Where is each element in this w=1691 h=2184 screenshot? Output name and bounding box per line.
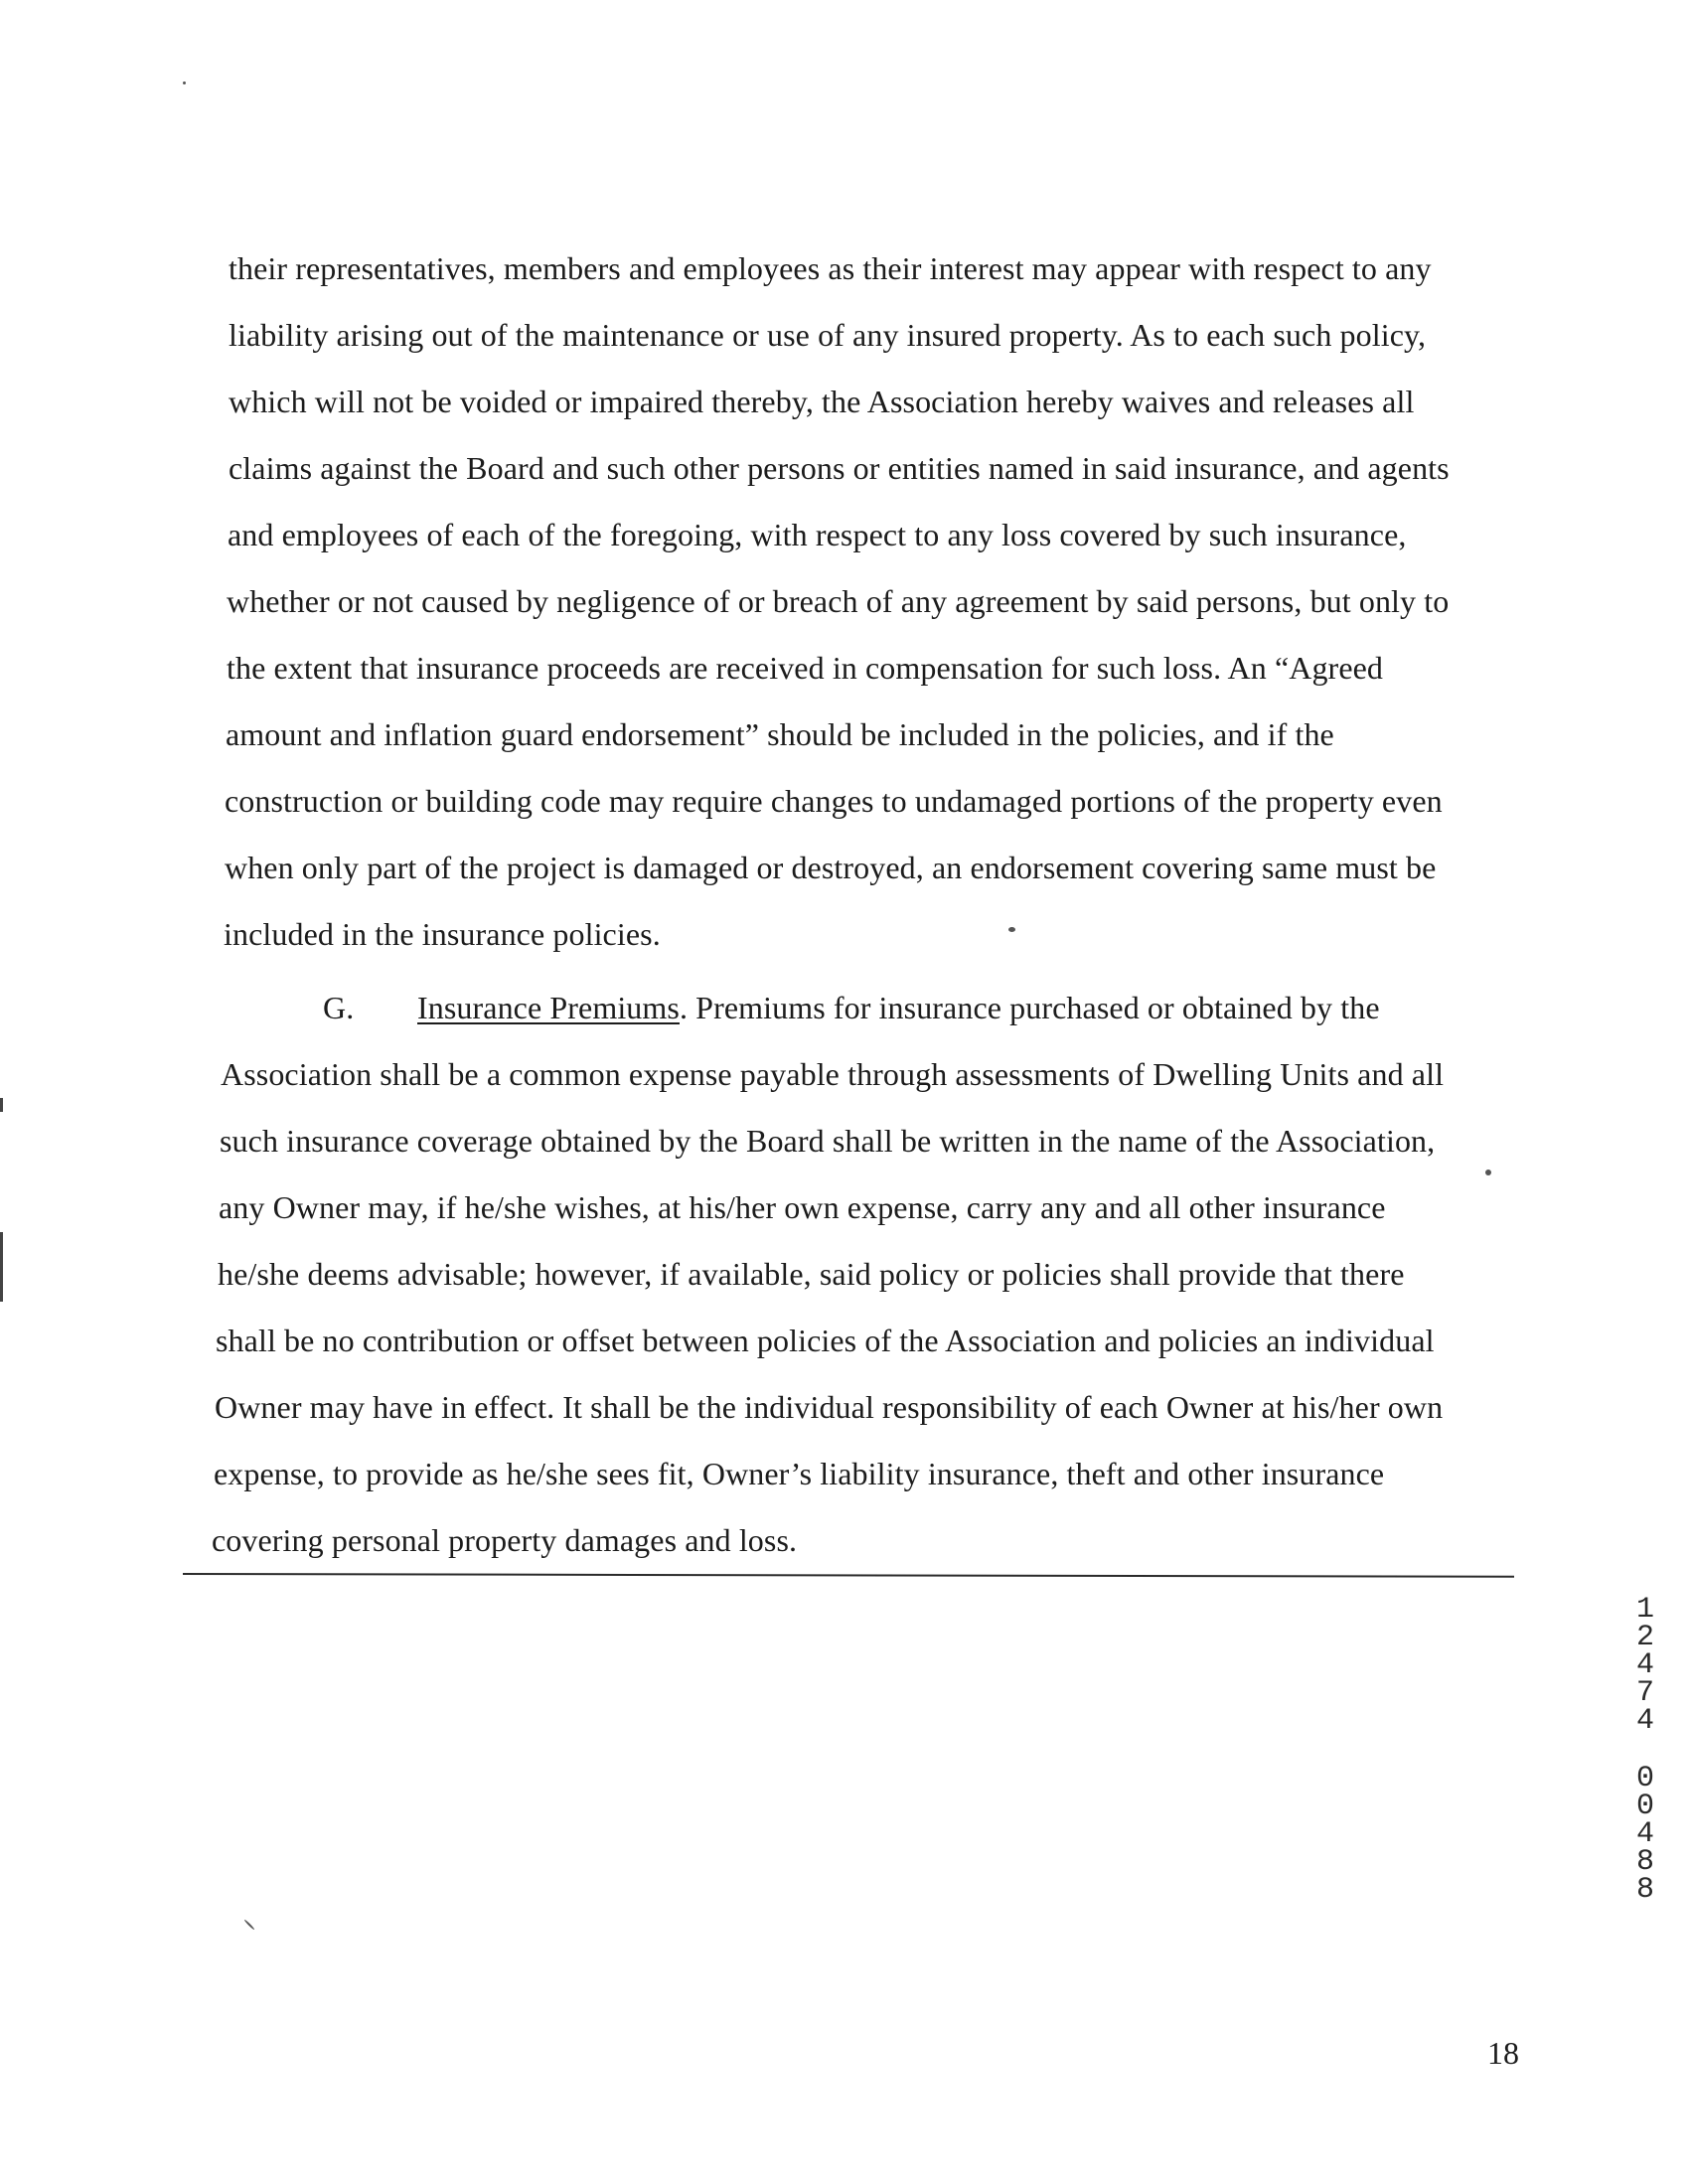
paragraph-line: shall be no contribution or offset between policies of the Association and policies an individual bbox=[216, 1323, 1435, 1358]
paragraph-line: included in the insurance policies. bbox=[224, 916, 661, 952]
scan-edge-mark bbox=[0, 1232, 3, 1302]
paragraph-line: when only part of the project is damaged or destroyed, an endorsement covering same must be bbox=[225, 850, 1437, 885]
scan-edge-mark bbox=[0, 1098, 3, 1112]
stamp-gap bbox=[1627, 1735, 1663, 1765]
section-divider-rule bbox=[183, 1573, 1514, 1578]
stamp-digit: 4 bbox=[1635, 1648, 1654, 1682]
paragraph-line: construction or building code may require changes to undamaged portions of the property even bbox=[225, 783, 1443, 819]
stamp-digit: 4 bbox=[1635, 1704, 1654, 1738]
paragraph-line: covering personal property damages and loss. bbox=[212, 1522, 798, 1558]
section-g-label: G. bbox=[323, 990, 355, 1025]
stamp-digit: 8 bbox=[1635, 1873, 1654, 1907]
paragraph-line: expense, to provide as he/she sees fit, Owner’s liability insurance, theft and other insurance bbox=[214, 1456, 1385, 1491]
stamp-digit: 8 bbox=[1635, 1845, 1654, 1879]
section-g-first-line bbox=[323, 988, 1380, 1027]
stamp-digit: 4 bbox=[1635, 1817, 1654, 1851]
scan-speck bbox=[243, 1919, 254, 1930]
paragraph-line: which will not be voided or impaired thereby, the Association hereby waives and releases all bbox=[229, 384, 1415, 419]
scan-speck bbox=[183, 81, 186, 84]
paragraph-line: amount and inflation guard endorsement” should be included in the policies, and if the bbox=[226, 716, 1334, 752]
section-g-first-line-text: . Premiums for insurance purchased or obtained by the bbox=[679, 990, 1380, 1025]
paragraph-line: whether or not caused by negligence of or breach of any agreement by said persons, but only to bbox=[227, 583, 1450, 619]
stamp-digit: 7 bbox=[1635, 1676, 1654, 1710]
paragraph-line: he/she deems advisable; however, if available, said policy or policies shall provide that there bbox=[218, 1256, 1405, 1292]
paragraph-line: and employees of each of the foregoing, with respect to any loss covered by such insurance, bbox=[228, 517, 1407, 552]
paragraph-line: liability arising out of the maintenance or use of any insured property. As to each such policy, bbox=[229, 317, 1427, 353]
scan-speck bbox=[1485, 1170, 1491, 1175]
paragraph-line: such insurance coverage obtained by the Board shall be written in the name of the Association, bbox=[220, 1123, 1436, 1159]
stamp-digit: 2 bbox=[1635, 1621, 1654, 1654]
paragraph-line: Owner may have in effect. It shall be the individual responsibility of each Owner at his/her own bbox=[215, 1389, 1444, 1425]
paragraph-line: their representatives, members and employees as their interest may appear with respect to any bbox=[229, 250, 1432, 286]
stamp-digit: 0 bbox=[1635, 1762, 1654, 1795]
page-number: 18 bbox=[1487, 2035, 1519, 2071]
paragraph-line: any Owner may, if he/she wishes, at his/her own expense, carry any and all other insurance bbox=[219, 1189, 1386, 1225]
scan-speck bbox=[1008, 927, 1015, 932]
stamp-digit: 1 bbox=[1635, 1593, 1654, 1627]
stamp-digit: 0 bbox=[1635, 1790, 1654, 1823]
section-g-heading: Insurance Premiums bbox=[417, 990, 680, 1025]
paragraph-line: the extent that insurance proceeds are received in compensation for such loss. An “Agreed bbox=[227, 650, 1384, 686]
paragraph-line: Association shall be a common expense payable through assessments of Dwelling Units and all bbox=[221, 1056, 1445, 1092]
paragraph-line: claims against the Board and such other persons or entities named in said insurance, and agents bbox=[229, 450, 1450, 486]
recording-stamp bbox=[1627, 1593, 1663, 1907]
